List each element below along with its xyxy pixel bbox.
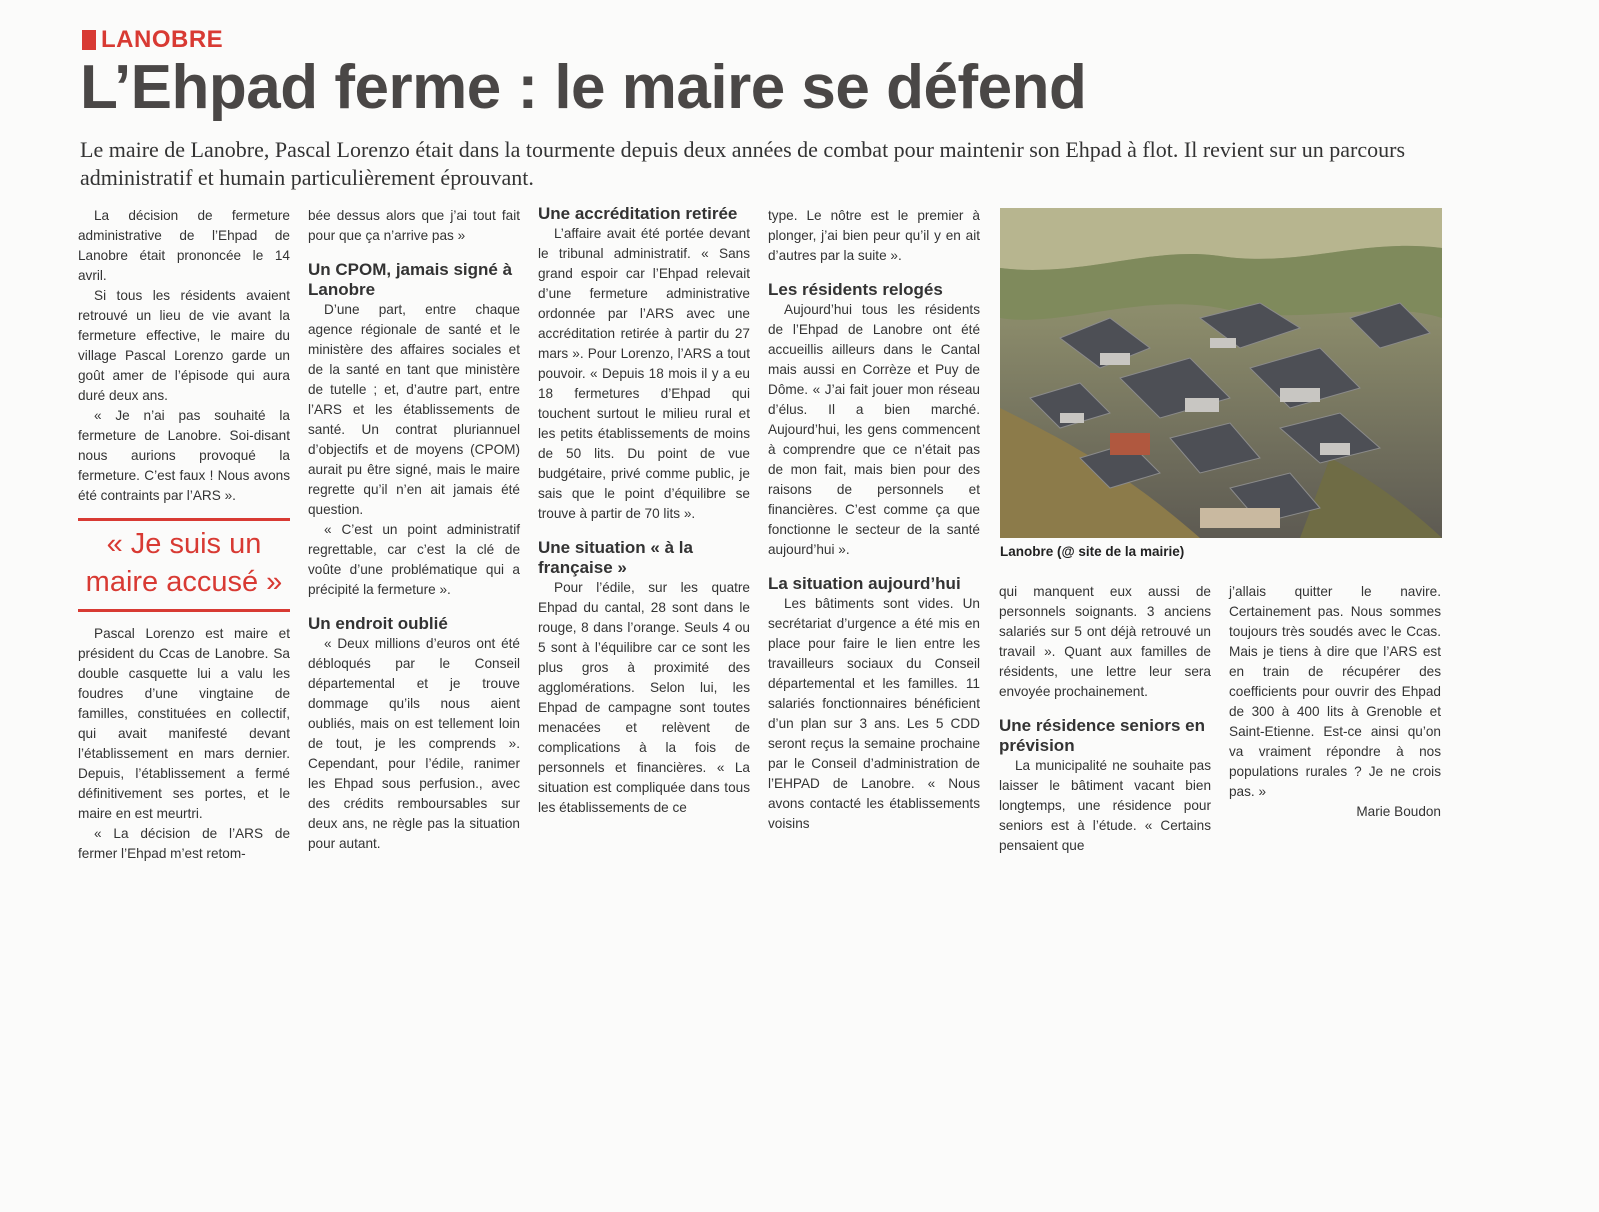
headline: L’Ehpad ferme : le maire se défend — [80, 53, 1087, 122]
column-4 — [768, 206, 980, 834]
intro: Le maire de Lanobre, Pascal Lorenzo était dans la tourmente depuis deux années de combat pour maintenir son Ehpad à flot. Il revient sur un parcours administratif et humain particulièrement éprouvant. — [80, 137, 1406, 190]
col5-paragraph-1: qui manquent eux aussi de personnels soignants. 3 anciens salariés sur 5 ont déjà retrouvé un travail ». Quant aux familles de résidents, une lettre leur sera envoyée prochainement. — [999, 584, 1211, 699]
col3-heading-1: Une accréditation retirée — [538, 204, 738, 223]
col2-heading-1: Un CPOM, jamais signé à Lanobre — [308, 260, 513, 299]
village-photo-graphic — [1000, 208, 1442, 538]
byline: Marie Boudon — [1356, 804, 1441, 819]
col4-heading-2: La situation aujourd’hui — [768, 574, 961, 593]
column-3 — [538, 206, 750, 818]
col2-heading-2: Un endroit oublié — [308, 614, 448, 633]
col2-paragraph-4: « Deux millions d’euros ont été débloqués par le Conseil départemental et je trouve dommage qu’ils nous aient oubliés, mais on est tellement loin de tout, je les comprends ». Cependant, pour l’édile, ranimer les Ehpad sous perfusion., avec des crédits remboursables sur deux ans, ne règle pas la situation pour autant. — [308, 636, 520, 851]
col4-paragraph-1: type. Le nôtre est le premier à plonger, j’ai bien peur qu’il y en ait d’autres par la suite ». — [768, 208, 980, 263]
col5-heading-1: Une résidence seniors en prévision — [999, 716, 1205, 755]
village-aerial-photo — [1000, 208, 1442, 538]
col3-paragraph-2: Pour l’édile, sur les quatre Ehpad du cantal, 28 sont dans le rouge, 8 dans l’orange. Seuls 4 ou 5 sont à l’équilibre car ce sont les plus gros à proximité des agglomérations. Selon lui, les Ehpad de campagne sont toutes menacées et relèvent de complications à la fois de personnels et financières. « La situation est compliquée dans tous les établissements de ce — [538, 580, 750, 815]
col1-paragraph-1: La décision de fermeture administrative de l’Ehpad de Lanobre était prononcée le 14 avril. — [78, 208, 290, 283]
column-5 — [999, 582, 1211, 856]
col1-paragraph-5: « La décision de l’ARS de fermer l’Ehpad m’est retom- — [78, 826, 290, 861]
column-6 — [1229, 582, 1441, 822]
col4-paragraph-3: Les bâtiments sont vides. Un secrétariat d’urgence a été mis en place pour faire le lien entre les travailleurs sociaux du Conseil départemental et les familles. 11 salariés fonctionnaires bénéficient d’un plan sur 3 ans. Les 5 CDD seront reçus la semaine prochaine par le Conseil d’administration de l’EHPAD de Lanobre. « Nous avons contacté les établissements voisins — [768, 596, 980, 831]
col6-paragraph-1: j’allais quitter le navire. Certainement pas. Nous sommes toujours très soudés avec le Ccas. Mais je tiens à dire que l’ARS est en train de récupérer des coefficients pour ouvrir des Ehpad de 300 à 400 lits à Grenoble et Saint-Etienne. Est-ce ainsi qu’on va vraiment répondre à nos populations rurales ? Je ne crois pas. » — [1229, 584, 1441, 799]
col5-paragraph-2: La municipalité ne souhaite pas laisser le bâtiment vacant bien longtemps, une résidence pour seniors est à l’étude. « Certains pensaient que — [999, 758, 1211, 853]
col2-paragraph-1: bée dessus alors que j’ai tout fait pour que ça n’arrive pas » — [308, 208, 520, 243]
pull-quote: « Je suis un maire accusé » — [78, 518, 290, 612]
col3-heading-2: Une situation « à la française » — [538, 538, 693, 577]
col3-paragraph-1: L’affaire avait été portée devant le tribunal administratif. « Sans grand espoir car l’Ehpad relevait d’une fermeture administrative ordonnée par l’ARS avec une accréditation retirée à partir du 27 mars ». Pour Lorenzo, l’ARS a tout pouvoir. « Depuis 18 mois il y a eu 18 fermetures d’Ehpad qui touchent surtout le milieu rural et les petits établissements de moins de 50 lits. Du point de vue budgétaire, privé comme public, je sais que le point d’équilibre se trouve à partir de 70 lits ». — [538, 226, 750, 521]
column-1 — [78, 206, 290, 864]
col4-heading-1: Les résidents relogés — [768, 280, 943, 299]
col4-paragraph-2: Aujourd’hui tous les résidents de l’Ehpad de Lanobre ont été accueillis ailleurs dans le Cantal mais aussi en Corrèze et Puy de Dôme. « J’ai fait jouer mon réseau d’élus. Il a bien marché. Aujourd’hui, les gens commencent à comprendre que ce n’était pas de mon fait, mais bien pour des raisons de personnels et financières. C’est comme ça que fonctionne le secteur de la santé aujourd’hui ». — [768, 302, 980, 557]
photo-caption: Lanobre (@ site de la mairie) — [1000, 544, 1185, 559]
col1-paragraph-2: Si tous les résidents avaient retrouvé un lieu de vie avant la fermeture effective, le maire du village Pascal Lorenzo garde un goût amer de l’épisode qui aura duré deux ans. — [78, 288, 290, 403]
kicker-square — [82, 30, 96, 50]
kicker-label: LANOBRE — [101, 26, 224, 53]
col2-paragraph-3: « C’est un point administratif regrettable, car c’est la clé de voûte d’une problématique qui a précipité la fermeture ». — [308, 522, 520, 597]
kicker — [82, 26, 223, 54]
col2-paragraph-2: D’une part, entre chaque agence régionale de santé et le ministère des affaires sociales et de la santé en tant que ministère de tutelle ; et, d’autre part, entre l’ARS et les établissements de santé. Un contrat pluriannuel d’objectifs et de moyens (CPOM) aurait pu être signé, mais le maire regrette qu’il n’en ait jamais été question. — [308, 302, 520, 517]
col1-paragraph-3: « Je n’ai pas souhaité la fermeture de Lanobre. Soi-disant nous aurions provoqué la fermeture. C’est faux ! Nous avons été contraints par l’ARS ». — [78, 408, 290, 503]
col1-paragraph-4: Pascal Lorenzo est maire et président du Ccas de Lanobre. Sa double casquette lui a valu les foudres d’une vingtaine de familles, constituées en collectif, qui avait manifesté devant l’établissement en mars dernier. Depuis, l’établissement a fermé définitivement ses portes, et le maire en est meurtri. — [78, 626, 290, 821]
column-2 — [308, 206, 520, 854]
